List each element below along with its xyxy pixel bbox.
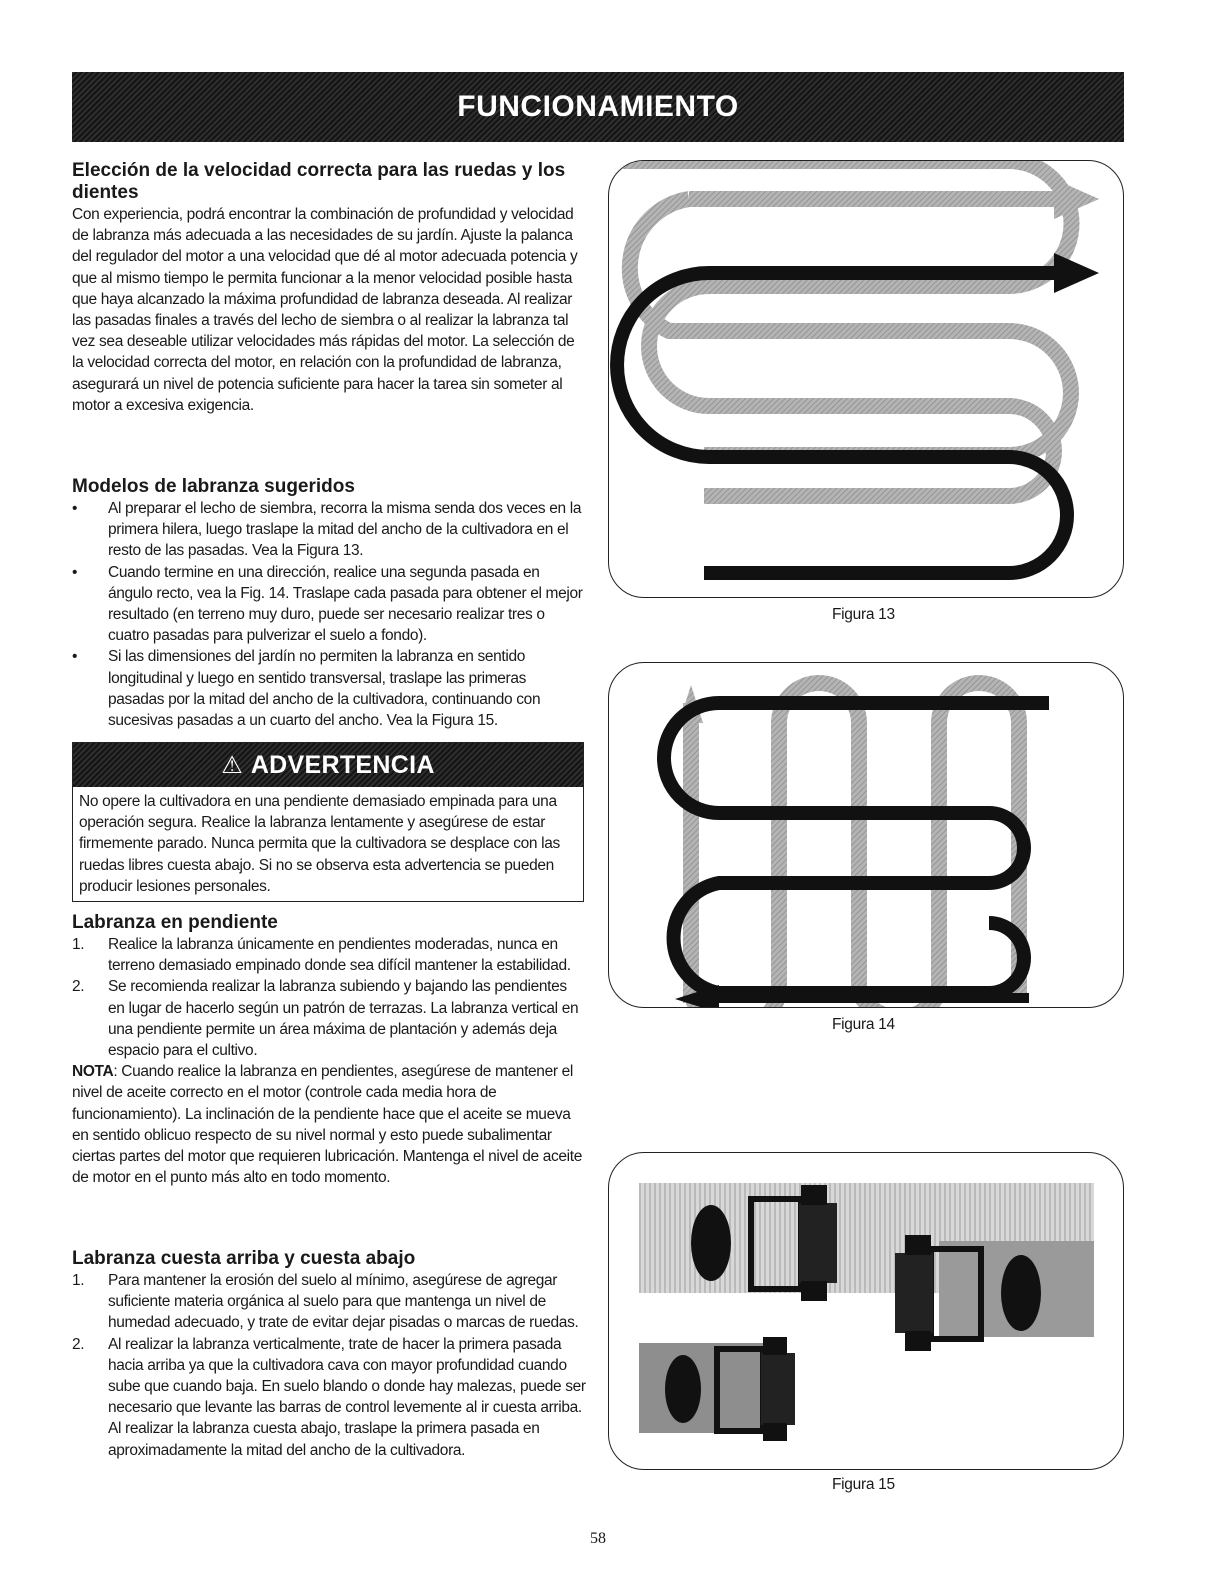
note-paragraph bbox=[72, 1061, 586, 1188]
black-pass-path bbox=[617, 273, 1067, 573]
warning-icon: ⚠ bbox=[221, 751, 243, 779]
list-item-text: Se recomienda realizar la labranza subiendo y bajando las pendientes en lugar de hacerlo según un patrón de terrazas. La labranza vertical en una pendiente permite un área máxima de plantación y además deja espacio para el cultivo. bbox=[108, 978, 579, 1060]
figure-14 bbox=[608, 662, 1124, 1008]
paragraph-speed: Con experiencia, podrá encontrar la combinación de profundidad y velocidad de labranza más adecuada a las necesidades de su jardín. Ajuste la palanca del regulador del motor a una velocidad que dé al motor adecuada potencia y que al mismo tiempo le permita funcionar a la menor velocidad posible hasta que haya alcanzado la máxima profundidad de labranza deseada. Al realizar las pasadas finales a través del lecho de siembra o al realizar la labranza tal vez sea deseable utilizar velocidades más rápidas del motor. La selección de la velocidad correcta del motor, en relación con la profundidad de labranza, asegurará un nivel de potencia suficiente para hacer la tarea sin someter al motor a excesiva exigencia. bbox=[72, 206, 578, 414]
step-number: 2. bbox=[72, 1335, 85, 1353]
list-item-text: Para mantener la erosión del suelo al mínimo, asegúrese de agregar suficiente materia orgánica al suelo para que mantenga un nivel de humedad adecuado, y trate de evitar dejar pisadas o marcas de ruedas. bbox=[108, 1272, 579, 1332]
list-item bbox=[72, 976, 586, 1061]
section-speed bbox=[72, 160, 586, 416]
section-updown bbox=[72, 1248, 586, 1461]
section-patterns bbox=[72, 476, 586, 731]
figure-13-diagram bbox=[609, 161, 1123, 597]
heading-slope: Labranza en pendiente bbox=[72, 912, 278, 933]
bullet-list bbox=[72, 498, 586, 731]
warning-box bbox=[72, 742, 584, 902]
warning-header bbox=[73, 743, 583, 787]
list-item-text: Al realizar la labranza verticalmente, trate de hacer la primera pasada hacia arriba ya que la cultivadora cava con mayor profundidad cuando sube que cuando baja. En suelo blando o donde hay malezas, puede ser necesario que levante las barras de control levemente al ir cuesta arriba. Al realizar la labranza cuesta abajo, traslape la primera pasada en aproximadamente la mitad del ancho de la cultivadora. bbox=[108, 1335, 586, 1459]
figure-13 bbox=[608, 160, 1124, 598]
heading-updown: Labranza cuesta arriba y cuesta abajo bbox=[72, 1248, 416, 1269]
caption-figure-15: Figura 15 bbox=[832, 1476, 895, 1493]
list-item bbox=[72, 498, 586, 562]
black-bottom-pass bbox=[719, 993, 1029, 998]
heading-patterns: Modelos de labranza sugeridos bbox=[72, 476, 355, 497]
step-number: 2. bbox=[72, 978, 85, 996]
section-banner bbox=[72, 72, 1124, 142]
gray-vertical-path bbox=[691, 683, 1019, 1007]
bullet-mark: • bbox=[72, 648, 78, 666]
note-text: : Cuando realice la labranza en pendientes, asegúrese de mantener el nivel de aceite correcto en el motor (controle cada media hora de funcionamiento). La inclinación de la pendiente hace que el aceite se mueva en sentido oblicuo respecto de su nivel normal y esto puede subalimentar ciertas partes del motor que requieren lubricación. Mantenga el nivel de aceite de motor en el punto más alto en todo momento. bbox=[72, 1063, 582, 1187]
bullet-mark: • bbox=[72, 500, 78, 517]
figure-15-diagram bbox=[609, 1153, 1123, 1469]
figure-14-diagram bbox=[609, 663, 1123, 1007]
figure-15 bbox=[608, 1152, 1124, 1470]
section-title: FUNCIONAMIENTO bbox=[457, 90, 739, 123]
list-item bbox=[72, 1270, 586, 1334]
caption-figure-14: Figura 14 bbox=[832, 1016, 895, 1033]
list-item-text: Si las dimensiones del jardín no permiten la labranza en sentido longitudinal y luego en sentido transversal, traslape las primeras pasadas por la mitad del ancho de la cultivadora, continuando con sucesivas pasadas a un cuarto del ancho. Vea la Figura 15. bbox=[108, 648, 541, 730]
tilled-strip-3 bbox=[639, 1343, 779, 1433]
black-arrowhead bbox=[1054, 253, 1099, 293]
list-item bbox=[72, 1334, 586, 1461]
list-item-text: Realice la labranza únicamente en pendientes moderadas, nunca en terreno demasiado empinado donde sea difícil mantener la estabilidad. bbox=[108, 936, 571, 975]
bullet-mark: • bbox=[72, 563, 78, 581]
updown-steps bbox=[72, 1270, 586, 1461]
heading-speed: Elección de la velocidad correcta para las ruedas y los dientes bbox=[72, 160, 566, 203]
step-number: 1. bbox=[72, 1272, 85, 1289]
list-item-text: Al preparar el lecho de siembra, recorra la misma senda dos veces en la primera hilera, luego traslape la mitad del ancho de la cultivadora en el resto de las pasadas. Vea la Figura 13. bbox=[108, 500, 582, 560]
gray-loop-left bbox=[630, 199, 1071, 455]
warning-title: ADVERTENCIA bbox=[250, 750, 435, 779]
list-item bbox=[72, 934, 586, 976]
step-number: 1. bbox=[72, 936, 85, 953]
list-item bbox=[72, 646, 586, 731]
slope-steps bbox=[72, 934, 586, 1061]
list-item bbox=[72, 562, 586, 647]
warning-text: No opere la cultivadora en una pendiente demasiado empinada para una operación segura. Realice la labranza lentamente y asegúrese de estar firmemente parado. Nunca permita que la cultivadora se desplace con las ruedas libres cuesta abajo. Si no se observa esta advertencia se pueden producir lesiones personales. bbox=[79, 793, 560, 895]
list-item-text: Cuando termine en una dirección, realice una segunda pasada en ángulo recto, vea la Fig. 14. Traslape cada pasada para obtener el mejor resultado (en terreno muy duro, puede ser necesario realizar tres o cuatro pasadas para pulverizar el suelo a fondo). bbox=[108, 563, 583, 645]
note-label: NOTA bbox=[72, 1063, 114, 1081]
caption-figure-13: Figura 13 bbox=[832, 606, 895, 623]
section-slope bbox=[72, 912, 586, 1188]
page-number: 58 bbox=[590, 1530, 606, 1547]
